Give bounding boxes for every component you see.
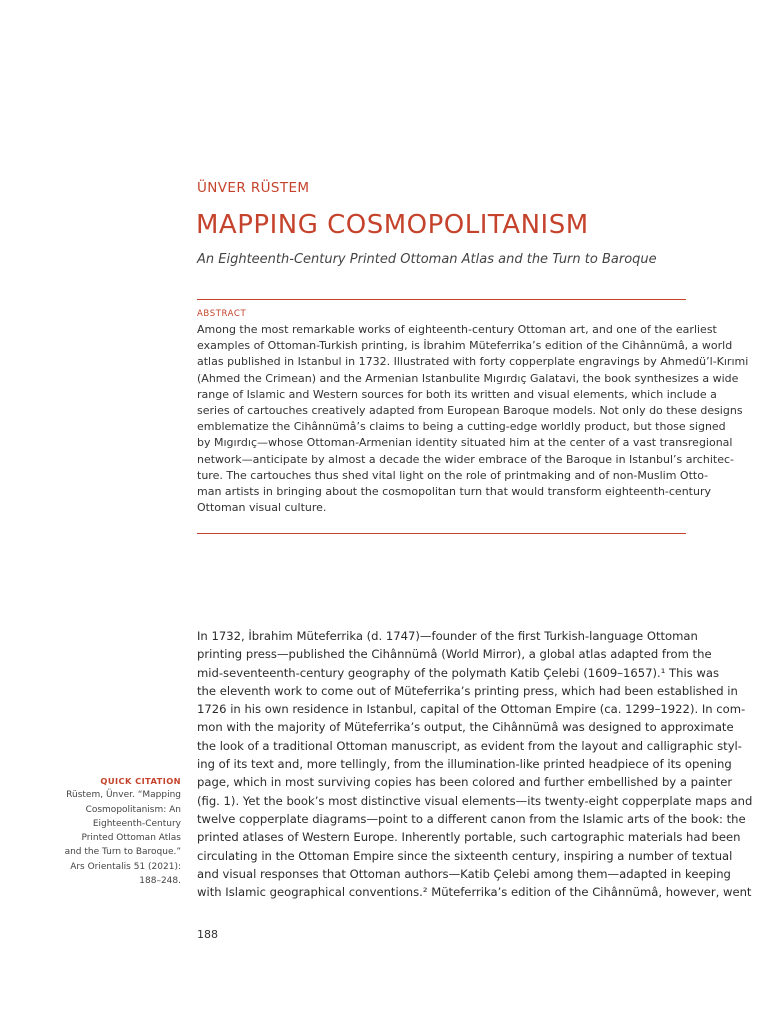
citation-line: Ars Orientalis 51 (2021): bbox=[70, 861, 181, 872]
abstract-line: man artists in bringing about the cosmopolitan turn that would transform eighteenth-century bbox=[197, 485, 711, 499]
article-subtitle: An Eighteenth-Century Printed Ottoman Atlas and the Turn to Baroque bbox=[197, 252, 657, 267]
body-text bbox=[197, 627, 753, 901]
abstract-line: examples of Ottoman-Turkish printing, is İbrahim Müteferrika’s edition of the Cihânnümâ, a world bbox=[197, 339, 733, 353]
body-line: twelve copperplate diagrams—point to a different canon from the Islamic arts of the book: the bbox=[197, 811, 746, 826]
body-line: the eleventh work to come out of Müteferrika’s printing press, which had been established in bbox=[197, 683, 738, 698]
page-number: 188 bbox=[197, 928, 218, 941]
citation-line: Cosmopolitanism: An bbox=[85, 804, 181, 815]
body-line: mon with the majority of Müteferrika’s output, the Cihânnümâ was designed to approximate bbox=[197, 720, 734, 735]
abstract-line: Among the most remarkable works of eighteenth-century Ottoman art, and one of the earliest bbox=[197, 323, 717, 336]
abstract-line: (Ahmed the Crimean) and the Armenian Istanbulite Mıgırdıç Galatavi, the book synthesizes a wide bbox=[197, 371, 739, 385]
article-title: MAPPING COSMOPOLITANISM bbox=[196, 210, 589, 240]
citation-line: and the Turn to Baroque.” bbox=[64, 847, 181, 858]
citation-line: Eighteenth-Century bbox=[92, 818, 181, 829]
abstract-label: ABSTRACT bbox=[197, 309, 247, 319]
abstract-line: series of cartouches creatively adapted from European Baroque models. Not only do these designs bbox=[197, 404, 743, 418]
quick-citation bbox=[51, 774, 181, 888]
body-line: mid-seventeenth-century geography of the polymath Katib Çelebi (1609–1657).¹ This was bbox=[197, 665, 720, 680]
body-line: page, which in most surviving copies has been colored and further embellished by a painter bbox=[197, 775, 733, 790]
abstract-line: range of Islamic and Western sources for both its written and visual elements, which include a bbox=[197, 387, 717, 401]
body-line: with Islamic geographical conventions.² Müteferrika’s edition of the Cihânnümâ, however, went bbox=[197, 885, 752, 900]
body-line: In 1732, İbrahim Müteferrika (d. 1747)—founder of the first Turkish-language Ottoman bbox=[197, 629, 698, 643]
abstract-line: ture. The cartouches thus shed vital light on the role of printmaking and of non-Muslim Otto- bbox=[197, 468, 709, 482]
body-line: and visual responses that Ottoman authors—Katib Çelebi among them—adapted in keeping bbox=[197, 866, 731, 881]
citation-line: Rüstem, Ünver. “Mapping bbox=[66, 790, 181, 801]
body-line: the look of a traditional Ottoman manuscript, as evident from the layout and calligraphic styl- bbox=[197, 738, 742, 753]
abstract-text bbox=[197, 322, 749, 516]
abstract-line: atlas published in Istanbul in 1732. Illustrated with forty copperplate engravings by Ahmedü’l-Kırımi bbox=[197, 355, 749, 369]
abstract-line: Ottoman visual culture. bbox=[197, 501, 327, 515]
body-line: circulating in the Ottoman Empire since the sixteenth century, inspiring a number of textual bbox=[197, 848, 733, 863]
body-line: printing press—published the Cihânnümâ (World Mirror), a global atlas adapted from the bbox=[197, 647, 712, 662]
abstract-line: network—anticipate by almost a decade the wider embrace of the Baroque in Istanbul’s architec- bbox=[197, 452, 734, 466]
body-line: ing of its text and, more tellingly, from the illumination-like printed headpiece of its opening bbox=[197, 757, 732, 772]
quick-citation-label: QUICK CITATION bbox=[100, 776, 181, 786]
abstract-top-rule bbox=[197, 299, 686, 300]
abstract-line: by Mıgırdıç—whose Ottoman-Armenian identity situated him at the center of a vast transregional bbox=[197, 436, 733, 450]
body-line: 1726 in his own residence in Istanbul, capital of the Ottoman Empire (ca. 1299–1922). In com- bbox=[197, 702, 746, 717]
author-name: ÜNVER RÜSTEM bbox=[197, 180, 310, 196]
citation-line: 188–248. bbox=[139, 876, 181, 887]
body-line: (fig. 1). Yet the book’s most distinctive visual elements—its twenty-eight copperplate maps and bbox=[197, 793, 753, 808]
citation-line: Printed Ottoman Atlas bbox=[81, 833, 181, 844]
abstract-bottom-rule bbox=[197, 533, 686, 534]
abstract-line: emblematize the Cihânnümâ’s claims to being a cutting-edge worldly product, but those signed bbox=[197, 420, 726, 434]
body-line: printed atlases of Western Europe. Inherently portable, such cartographic materials had been bbox=[197, 830, 741, 845]
